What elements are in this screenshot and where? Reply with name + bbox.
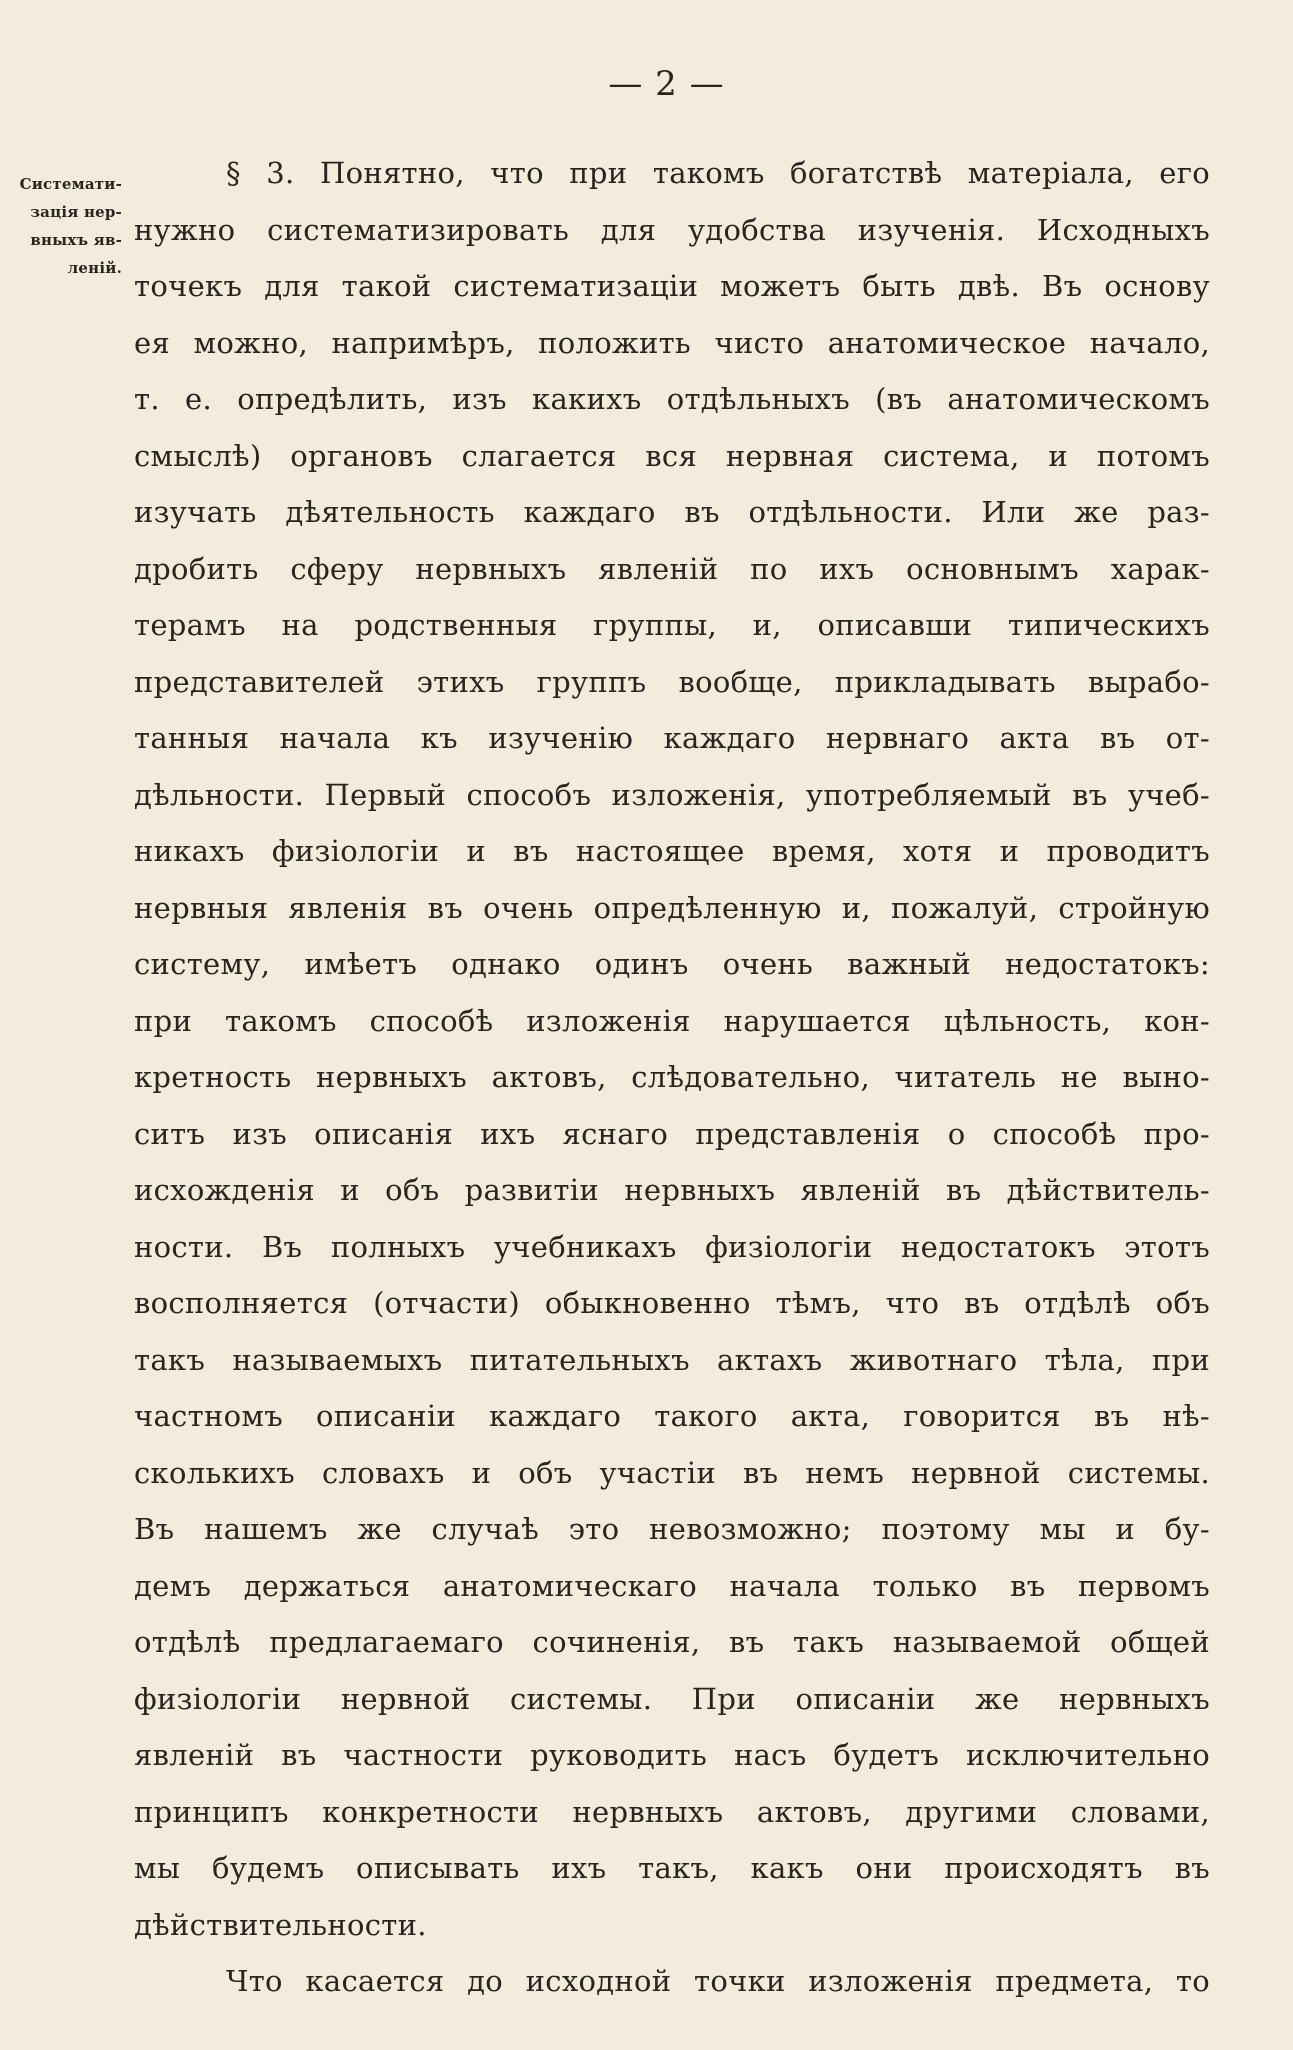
paragraph-line: дробить сферу нервныхъ явленій по ихъ основнымъ харак-: [134, 551, 1210, 586]
paragraph-line: исхожденія и объ развитіи нервныхъ явленій въ дѣйствитель-: [134, 1173, 1210, 1207]
paragraph-line: кретность нервныхъ актовъ, слѣдовательно, читатель не выно-: [134, 1060, 1210, 1094]
paragraph-line: Въ нашемъ же случаѣ это невозможно; поэтому мы и бу-: [134, 1512, 1210, 1546]
paragraph-line: сколькихъ словахъ и объ участіи въ немъ нервной системы.: [134, 1455, 1210, 1490]
margin-note-line: Системати-: [19, 175, 122, 193]
page-number: — 2 —: [608, 64, 725, 104]
paragraph-line: ситъ изъ описанія ихъ яснаго представленія о способѣ про-: [134, 1116, 1210, 1151]
paragraph-line: отдѣлѣ предлагаемаго сочиненія, въ такъ называемой общей: [134, 1625, 1210, 1659]
paragraph-line: терамъ на родственныя группы, и, описавши типическихъ: [134, 608, 1210, 642]
paragraph-line: мы будемъ описывать ихъ такъ, какъ они происходятъ въ: [134, 1851, 1210, 1885]
paragraph-line: нервныя явленія въ очень опредѣленную и, пожалуй, стройную: [134, 890, 1210, 925]
paragraph-line: § 3. Понятно, что при такомъ богатствѣ матеріала, его: [226, 156, 1210, 190]
paragraph-line: дѣйствительности.: [134, 1907, 427, 1942]
paragraph-line: физіологіи нервной системы. При описаніи же нервныхъ: [134, 1681, 1210, 1716]
margin-note-line: зація нер-: [30, 203, 122, 221]
paragraph-line: восполняется (отчасти) обыкновенно тѣмъ, что въ отдѣлѣ объ: [134, 1286, 1210, 1320]
margin-note-line: вныхъ яв-: [30, 231, 122, 249]
paragraph-line: т. е. опредѣлить, изъ какихъ отдѣльныхъ (въ анатомическомъ: [134, 382, 1210, 416]
paragraph-line: принципъ конкретности нервныхъ актовъ, другими словами,: [134, 1794, 1210, 1829]
paragraph-line: ея можно, напримѣръ, положить чисто анатомическое начало,: [134, 325, 1210, 360]
paragraph-line: смыслѣ) органовъ слагается вся нервная система, и потомъ: [134, 438, 1210, 473]
paragraph-line: представителей этихъ группъ вообще, прикладывать вырабо-: [134, 664, 1210, 699]
paragraph-line: дѣльности. Первый способъ изложенія, употребляемый въ учеб-: [134, 777, 1210, 812]
paragraph-line: Что касается до исходной точки изложенія предмета, то: [226, 1964, 1210, 1998]
paragraph-line: частномъ описаніи каждаго такого акта, говорится въ нѣ-: [134, 1399, 1210, 1433]
margin-note: [4, 170, 122, 282]
body-text: [134, 145, 1210, 2010]
paragraph-line: точекъ для такой систематизаціи можетъ быть двѣ. Въ основу: [134, 269, 1210, 303]
margin-note-line: леній.: [67, 259, 122, 277]
paragraph-line: танныя начала къ изученію каждаго нервнаго акта въ от-: [134, 721, 1210, 755]
paragraph-line: явленій въ частности руководить насъ будетъ исключительно: [134, 1738, 1210, 1772]
paragraph-line: никахъ физіологіи и въ настоящее время, хотя и проводитъ: [134, 834, 1210, 868]
paragraph-line: систему, имѣетъ однако одинъ очень важный недостатокъ:: [134, 947, 1210, 981]
paragraph-line: ности. Въ полныхъ учебникахъ физіологіи недостатокъ этотъ: [134, 1229, 1210, 1264]
paragraph-line: изучать дѣятельность каждаго въ отдѣльности. Или же раз-: [134, 495, 1210, 529]
paragraph-line: нужно систематизировать для удобства изученія. Исходныхъ: [134, 212, 1210, 247]
paragraph-line: демъ держаться анатомическаго начала только въ первомъ: [134, 1568, 1210, 1603]
paragraph-line: при такомъ способѣ изложенія нарушается цѣльность, кон-: [134, 1003, 1210, 1038]
paragraph-line: такъ называемыхъ питательныхъ актахъ животнаго тѣла, при: [134, 1342, 1210, 1377]
